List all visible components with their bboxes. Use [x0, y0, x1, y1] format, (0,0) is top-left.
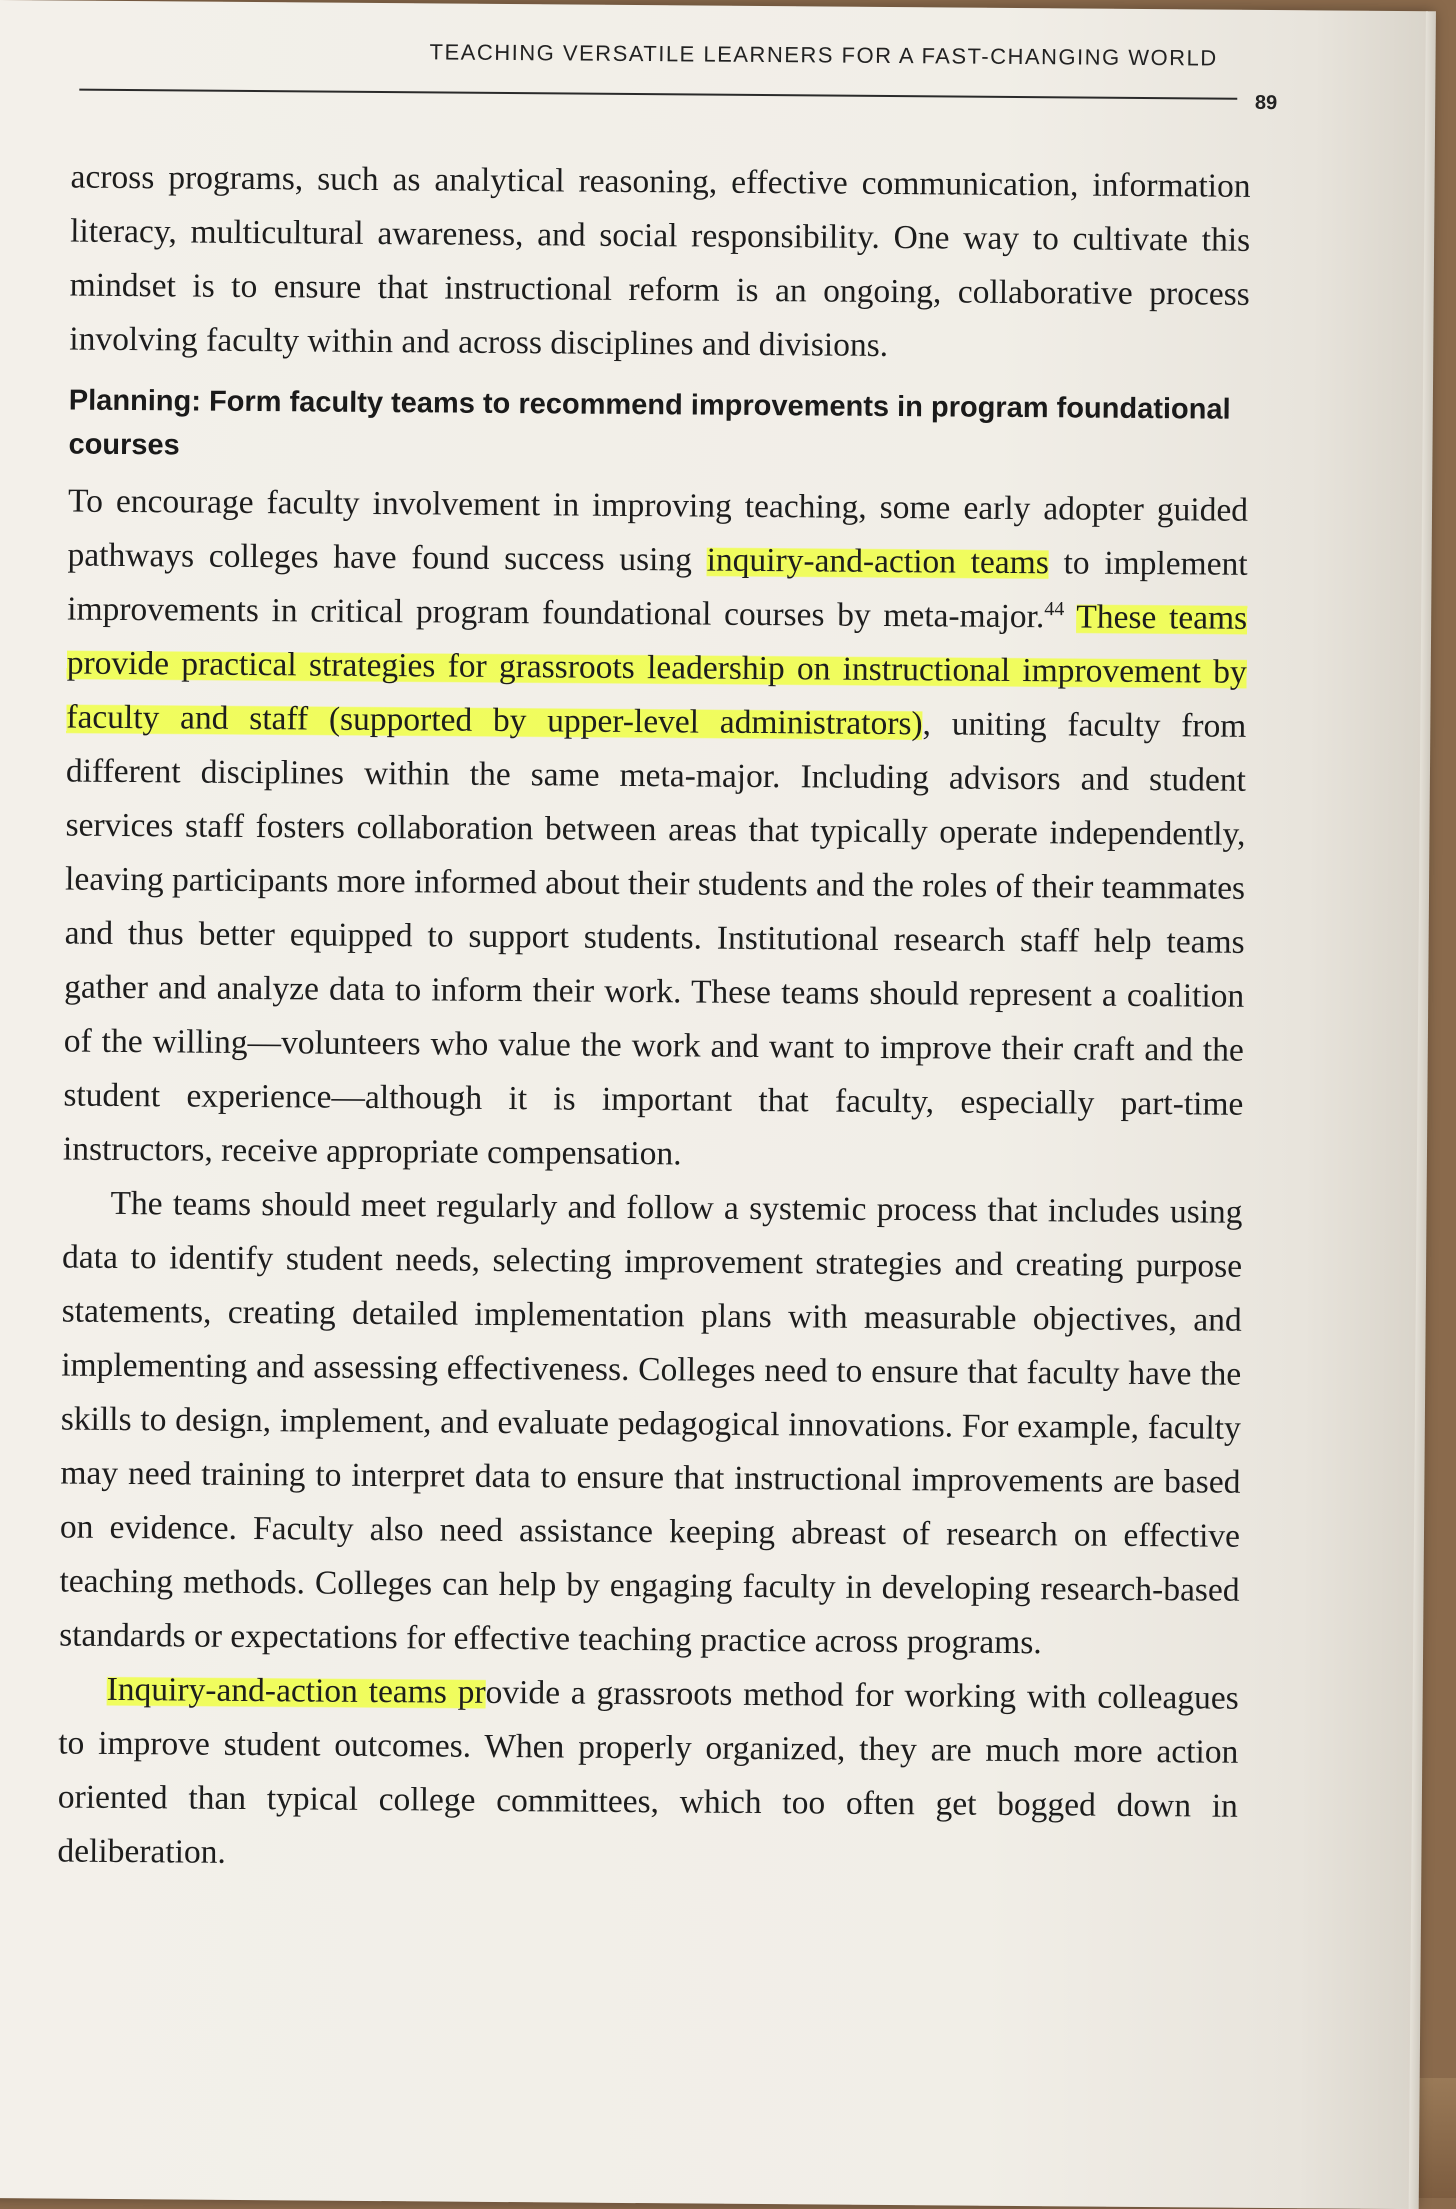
footnote-marker: 44 [1044, 598, 1065, 621]
paragraph-2 [63, 475, 1248, 1186]
highlight-inquiry-action: Inquiry-and-action teams pr [106, 1670, 486, 1711]
paragraph-4-text: ovide a grassroots method for working with colleagues to improve student outcomes. When properly organized, they are much more action oriented than typical college committees, which too often get bogged down in deliberation. [57, 1673, 1239, 1871]
paragraph-4 [57, 1663, 1239, 1888]
paragraph-1: across programs, such as analytical reasoning, effective communication, information literacy, multicultural awareness, and social responsibility. One way to cultivate this mindset is to ensure that instructional reform is an ongoing, collaborative process involving faculty within and across disciplines and divisions. [69, 158, 1251, 364]
page-edge [1409, 11, 1436, 2209]
paragraph-2-text-b: to implement improvements in critical program foundational courses by meta-major. [67, 544, 1248, 636]
highlight-inquiry-teams: inquiry-and-action teams [706, 541, 1049, 582]
body-text [57, 151, 1251, 1888]
highlight-grassroots-leadership: These teams provide practical strategies for grassroots leadership on instructional improvement by faculty and staff (supported by upper-level administrators) [66, 598, 1248, 743]
paragraph-3: The teams should meet regularly and follow a systemic process that includes using data to identify student needs, selecting improvement strategies and creating purpose statements, creating detailed implementation plans with measurable objectives, and implementing and assessing effectiveness. Colleges need to ensure that faculty have the skills to design, implement, and evaluate pedagogical innovations. For example, faculty may need training to interpret data to ensure that instructional improvements are based on evidence. Faculty also need assistance keeping abreast of research on effective teaching methods. Colleges can help by engaging faculty in developing research-based standards or expectations for effective teaching practice across programs. [59, 1184, 1243, 1662]
paragraph-2-text-c [1064, 598, 1076, 635]
page-number: 89 [1254, 91, 1278, 115]
paragraph-2-text-d: , uniting faculty from different disciplines within the same meta-major. Including advisors and student services staff fosters collaboration between areas that typically operate independently, leaving participants more informed about their students and the roles of their teammates and thus better equipped to support students. Institutional research staff help teams gather and analyze data to inform their work. These teams should represent a coalition of the willing—volunteers who value the work and want to improve their craft and the student experience—although it is important that faculty, especially part-time instructors, receive appropriate compensation. [62, 705, 1247, 1173]
running-head [79, 29, 1278, 115]
paragraph-2-text-a: To encourage faculty involvement in improving teaching, some early adopter guided pathways colleges have found success using [67, 482, 1249, 579]
section-heading: Planning: Form faculty teams to recommend improvements in program foundational courses [68, 384, 1231, 462]
running-title: TEACHING VERSATILE LEARNERS FOR A FAST-CHANGING WORLD [429, 39, 1218, 71]
